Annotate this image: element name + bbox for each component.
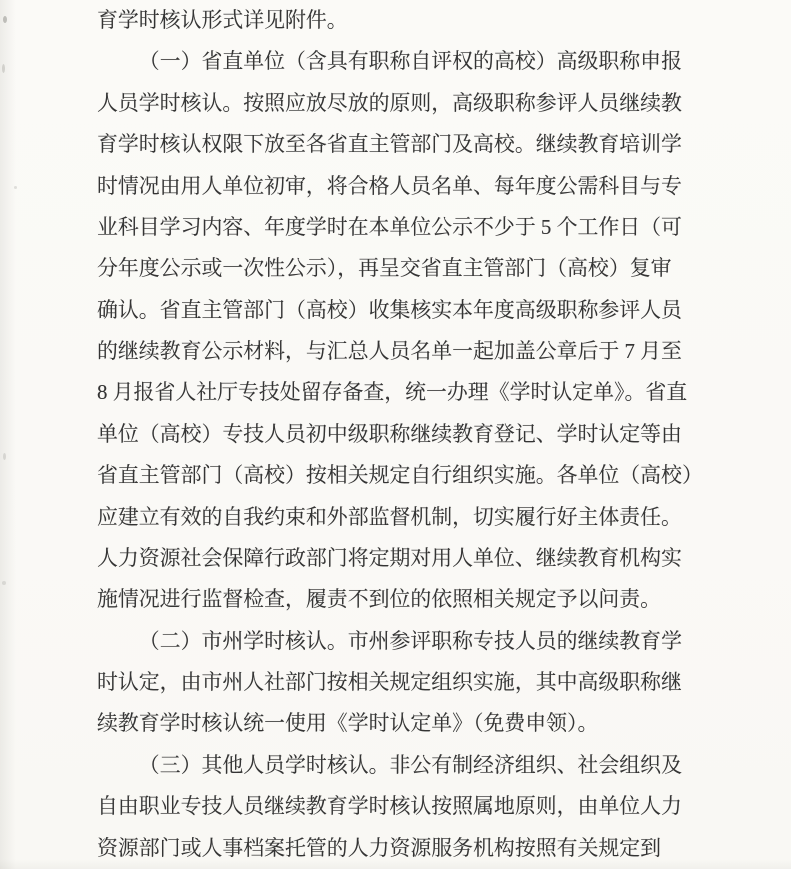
text-line: 育学时核认形式详见附件。 xyxy=(97,8,348,32)
text-line: 业科目学习内容、年度学时在本单位公示不少于 5 个工作日（可 xyxy=(97,214,682,239)
scan-artifact-speck xyxy=(2,581,6,585)
text-line: 续教育学时核认统一使用《学时认定单》（免费申领）。 xyxy=(97,711,599,736)
scan-artifact-speck xyxy=(3,453,6,460)
text-line: 资源部门或人事档案托管的人力资源服务机构按照有关规定到 xyxy=(97,835,662,860)
scan-edge-shadow-left xyxy=(0,0,16,869)
scan-artifact-speck xyxy=(14,186,17,189)
document-text xyxy=(97,0,757,869)
text-line: 育学时核认权限下放至各省直主管部门及高校。继续教育培训学 xyxy=(97,132,682,157)
text-line-section-3-start: （三）其他人员学时核认。非公有制经济组织、社会组织及 xyxy=(138,752,682,777)
text-line: 人员学时核认。按照应放尽放的原则，高级职称参评人员继续教 xyxy=(97,90,682,115)
text-line: 分年度公示或一次性公示），再呈交省直主管部门（高校）复审 xyxy=(97,256,672,281)
text-line: 确认。省直主管部门（高校）收集核实本年度高级职称参评人员 xyxy=(97,297,682,322)
text-line: 人力资源社会保障行政部门将定期对用人单位、继续教育机构实 xyxy=(97,545,682,570)
text-line: 单位（高校）专技人员初中级职称继续教育登记、学时认定等由 xyxy=(97,421,682,446)
text-line-section-2-start: （二）市州学时核认。市州参评职称专技人员的继续教育学 xyxy=(138,628,682,653)
text-line-section-1-start: （一）省直单位（含具有职称自评权的高校）高级职称申报 xyxy=(138,49,682,74)
text-line: 时情况由用人单位初审，将合格人员名单、每年度公需科目与专 xyxy=(97,173,682,198)
text-line: 的继续教育公示材料，与汇总人员名单一起加盖公章后于 7 月至 xyxy=(97,339,682,363)
text-line: 8 月报省人社厅专技处留存备查，统一办理《学时认定单》。省直 xyxy=(97,380,688,405)
text-line: 自由职业专技人员继续教育学时核认按照属地原则，由单位人力 xyxy=(97,794,682,819)
scan-artifact-speck xyxy=(3,16,7,23)
text-line: 时认定，由市州人社部门按相关规定组织实施，其中高级职称继 xyxy=(97,670,682,694)
scan-artifact-speck xyxy=(2,64,5,73)
text-line: 省直主管部门（高校）按相关规定自行组织实施。各单位（高校） xyxy=(97,463,703,488)
text-line: 施情况进行监督检查，履责不到位的依照相关规定予以问责。 xyxy=(97,587,662,612)
text-line: 应建立有效的自我约束和外部监督机制，切实履行好主体责任。 xyxy=(97,504,682,529)
